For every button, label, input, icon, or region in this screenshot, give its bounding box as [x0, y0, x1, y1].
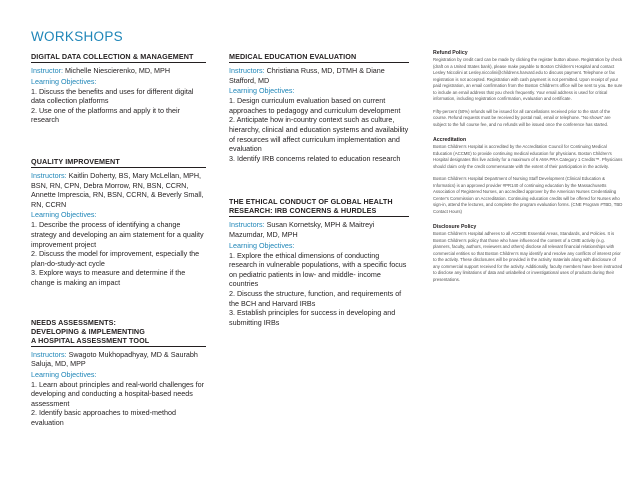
refund-policy-text: Fifty-percent (50%) refunds will be issued for all cancellations received prior to the start of the course. Refund requests must be received by postal mail, email or telephone. "No shows" are subject to the full course fee, and no refunds will be issued once the conference has started. [433, 108, 611, 127]
objective-item: 1. Discuss the benefits and uses for different digital data collection platforms [31, 86, 194, 106]
workshop-instructors: Instructor: Michelle Niescierenko, MD, MPH [31, 66, 171, 75]
workshop-title: QUALITY IMPROVEMENT [31, 157, 206, 168]
objective-item: 2. Identify basic approaches to mixed-method evaluation [31, 408, 177, 428]
refund-policy-heading: Refund Policy [433, 50, 468, 56]
objective-item: 1. Design curriculum evaluation based on current approaches to pedagogy and curriculum development [229, 96, 401, 115]
workshop-instructors: Instructors: Swagoto Mukhopadhyay, MD & Saurabh Saluja, MD, MPP [31, 349, 198, 369]
objective-item: 2. Discuss the structure, function, and requirements of the BCH and Harvard IRBs [229, 288, 402, 308]
policy-sidebar [433, 50, 623, 283]
objectives-heading: Learning Objectives: [229, 86, 295, 96]
objectives-heading: Learning Objectives: [31, 369, 97, 379]
objective-item: 3. Explore ways to measure and determine if the change is making an impact [31, 268, 186, 287]
workshop-quality-improvement [31, 157, 206, 288]
objective-item: 1. Learn about principles and real-world challenges for developing and conducting a hospital-based needs assessment [31, 379, 205, 408]
objective-item: 2. Anticipate how in-country context such as culture, hierarchy, clinical and education systems and availability of resources will affect curriculum implementation and evaluation [229, 115, 409, 154]
workshop-needs-assessments [31, 318, 206, 428]
disclosure-policy-text: Boston Children's Hospital adheres to all ACCME Essential Areas, Standards, and Policies. It is Boston Children's policy that those who have influenced the content of a CME activity (e.g. planners, faculty, authors, reviewers and others) disclose all relevant financial relationships with commercial entities so that Boston Children's may identify and resolve any conflicts of interest prior to the activity. These disclosures will be provided in the activity materials along with disclosure of any commercial support received for the activity. Additionally, faculty members have been instructed to disclose any limitations of data and unlabelled or investigational uses of products during their presentations. [433, 231, 623, 282]
disclosure-policy-heading: Disclosure Policy [433, 224, 477, 230]
workshop-title: DIGITAL DATA COLLECTION & MANAGEMENT [31, 52, 206, 63]
objective-item: 3. Establish principles for success in developing and submitting IRBs [229, 308, 396, 327]
accreditation-heading: Accreditation [433, 137, 467, 143]
objective-item: 3. Identify IRB concerns related to education research [229, 153, 401, 163]
objectives-heading: Learning Objectives: [31, 76, 97, 86]
workshop-digital-data [31, 52, 206, 125]
objective-item: 1. Describe the process of identifying a change strategy and developing an aim statement for a quality improvement project [31, 220, 204, 249]
refund-policy-text: Registration by credit card can be made by clicking the register button above. Registration by check (draft on a United States bank), please make payable to Boston Children's Hospital and contact Lesley Niccolini at Lesley.niccolini@childrens.harvard.edu to discuss payment. Telephone or fax registration is not accepted. Registration with cash payment is not permitted. Upon receipt of your paid registration, an email confirmation from the Boston Children's office will be sent to you. Be sure to include an email address that you check frequently. Your email address is used for critical information, including registration confirmation, evaluation and certificate. [433, 57, 623, 101]
objective-item: 2. Use one of the platforms and apply it to their research [31, 105, 181, 125]
workshop-medical-education [229, 52, 409, 163]
objective-item: 1. Explore the ethical dimensions of conducting research in vulnerable populations, with a specific focus on pediatric patients in low- and middle- income countries [229, 250, 407, 289]
workshop-column-1 [31, 52, 206, 438]
workshop-ethical-conduct [229, 197, 409, 327]
workshop-instructors: Instructors: Christiana Russ, MD, DTMH & Diane Stafford, MD [229, 66, 385, 85]
workshop-title: NEEDS ASSESSMENTS: DEVELOPING & IMPLEMENTING A HOSPITAL ASSESSMENT TOOL [31, 318, 206, 347]
workshop-title: MEDICAL EDUCATION EVALUATION [229, 52, 409, 63]
objective-item: 2. Discuss the model for improvement, especially the plan-do-study-act cycle [31, 249, 200, 268]
objectives-heading: Learning Objectives: [229, 240, 295, 250]
workshop-instructors: Instructors: Susan Kornetsky, MPH & Maitreyi Mazumdar, MD, MPH [229, 220, 375, 239]
objectives-heading: Learning Objectives: [31, 210, 97, 220]
workshop-title: THE ETHICAL CONDUCT OF GLOBAL HEALTH RESEARCH: IRB CONCERNS & HURDLES [229, 197, 409, 217]
accreditation-text: Boston Children's Hospital is accredited by the Accreditation Council for Continuing Medical Education (ACCME) to provide continuing medical education for physicians. Boston Children's Hospital designates this live activity for a maximum of 6 AMA PRA Category 1 Credits™. Physicians should claim only the credit commensurate with the extent of their participation in the activity. [433, 144, 623, 169]
page-title: WORKSHOPS [31, 29, 123, 44]
workshop-column-2 [229, 52, 409, 337]
accreditation-text: Boston Children's Hospital Department of Nursing Staff Development (Clinical Education & Informatics) is an approved provider #PR140 of continuing education by the Massachusetts Association of Registered Nurses, an accredited approver by the American Nurses Credentialing Center's Commission on Accreditation. Continuing education credits will be offered for Nurses who sign-in, attend the lectures, and complete the program evaluation forms. (CNE Program #TBD, TBD Contact Hours) [433, 176, 623, 214]
workshop-instructors: Instructors: Kaitlin Doherty, BS, Mary McLellan, MPH, BSN, RN, CPN, Debra Morrow, RN, BSN, CCRN, Annette Imprescia, RN, BSN, CCRN, & Beverly Small, RN, CCRN [31, 170, 204, 209]
